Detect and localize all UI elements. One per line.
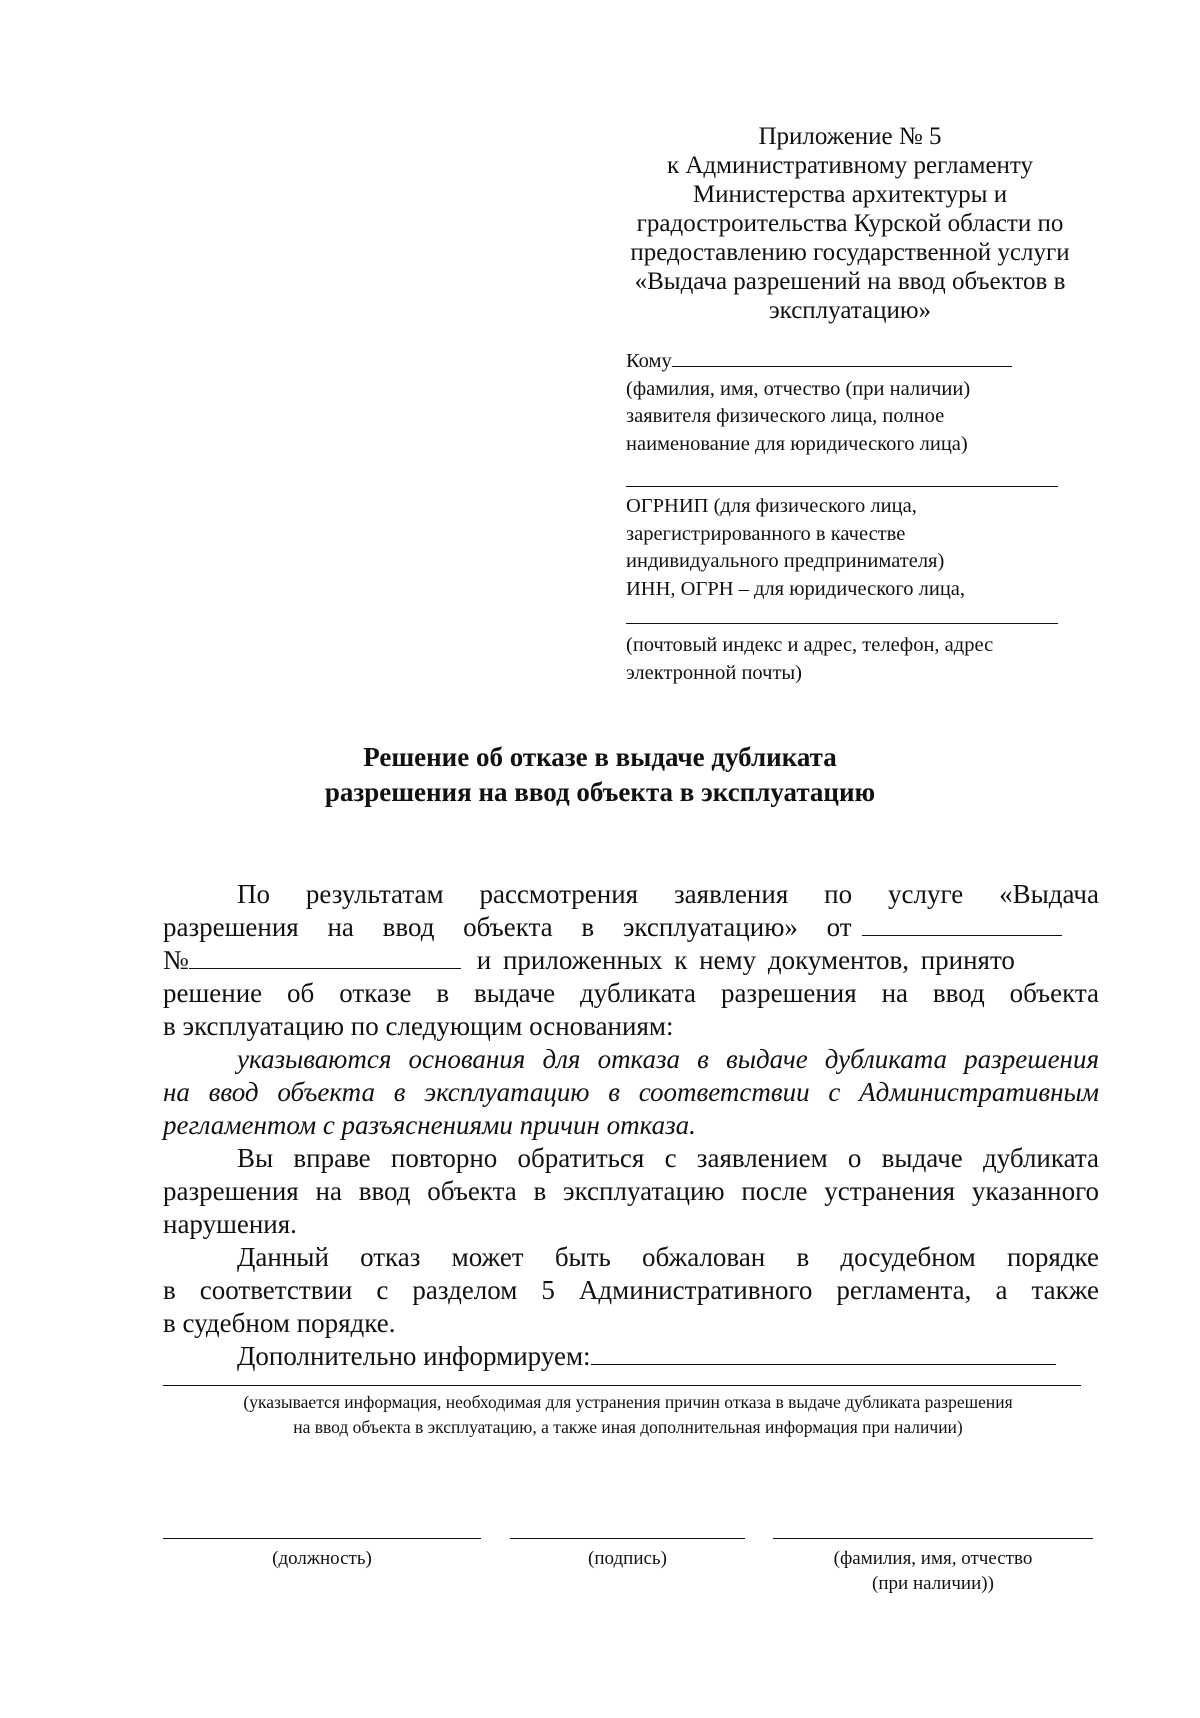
recipient-ids-hint: ОГРНИП (для физического лица, bbox=[626, 495, 917, 517]
recipient-address-field[interactable] bbox=[626, 623, 1058, 624]
body-line: в эксплуатацию по следующим основаниям: bbox=[163, 1011, 674, 1041]
appendix-line: к Административному регламенту bbox=[666, 152, 1034, 179]
grounds-line: указываются основания для отказа в выдаче дубликата разрешения bbox=[237, 1044, 1099, 1074]
additional-info-field[interactable] bbox=[591, 1364, 1056, 1365]
additional-info-line[interactable] bbox=[163, 1385, 1081, 1386]
body-line: Данный отказ может быть обжалован в досудебном порядке bbox=[237, 1242, 1099, 1272]
recipient-name-hint: наименование для юридического лица) bbox=[626, 432, 968, 455]
appendix-header bbox=[620, 122, 1080, 325]
position-signature-line[interactable] bbox=[163, 1538, 481, 1539]
appendix-line: предоставлению государственной услуги bbox=[630, 239, 1070, 266]
body-line: в судебном порядке. bbox=[163, 1308, 396, 1338]
recipient-block bbox=[626, 348, 1066, 687]
grounds-line: на ввод объекта в эксплуатацию в соответствии с Административным bbox=[163, 1077, 1099, 1107]
additional-info-note bbox=[163, 1390, 1093, 1440]
appendix-line: Приложение № 5 bbox=[758, 123, 942, 150]
title-line: разрешения на ввод объекта в эксплуатацию bbox=[324, 777, 876, 807]
body-line: решение об отказе в выдаче дубликата разрешения на ввод объекта bbox=[163, 978, 1099, 1008]
body-line: Вы вправе повторно обратиться с заявлением о выдаче дубликата bbox=[237, 1143, 1099, 1173]
appendix-line: градостроительства Курской области по bbox=[636, 210, 1064, 237]
number-sign: № bbox=[163, 945, 189, 975]
full-name-caption-text: (при наличии)) bbox=[872, 1573, 994, 1594]
body-line: разрешения на ввод объекта в эксплуатацию после устранения указанного bbox=[163, 1176, 1099, 1206]
body-line bbox=[163, 911, 1099, 944]
appendix-line: Министерства архитектуры и bbox=[692, 181, 1008, 208]
body-text: и приложенных к нему документов, принято bbox=[476, 945, 1015, 975]
note-line: на ввод объекта в эксплуатацию, а также иная дополнительная информация при наличии) bbox=[293, 1417, 963, 1437]
document-title bbox=[200, 740, 1000, 810]
recipient-ids-field[interactable] bbox=[626, 486, 1058, 487]
recipient-name-hint: заявителя физического лица, полное bbox=[626, 405, 945, 427]
body-line: По результатам рассмотрения заявления по услуге «Выдача bbox=[237, 879, 1099, 909]
document-body bbox=[163, 878, 1099, 1373]
full-name-signature-line[interactable] bbox=[773, 1538, 1093, 1539]
body-line: нарушения. bbox=[163, 1209, 297, 1239]
recipient-ids-hint: индивидуального предпринимателя) bbox=[626, 550, 945, 572]
application-number-field[interactable] bbox=[189, 968, 461, 969]
appendix-line: эксплуатацию» bbox=[768, 297, 932, 324]
recipient-name-field[interactable] bbox=[672, 366, 1012, 367]
recipient-name-hint: (фамилия, имя, отчество (при наличии) bbox=[626, 377, 971, 400]
full-name-caption-text: (фамилия, имя, отчество bbox=[833, 1548, 1033, 1569]
signature-caption bbox=[510, 1546, 745, 1571]
body-line bbox=[163, 944, 1099, 977]
body-line bbox=[163, 1340, 1099, 1373]
application-date-field[interactable] bbox=[862, 935, 1062, 936]
signature-caption-text: (подпись) bbox=[588, 1548, 667, 1569]
body-line: в соответствии с разделом 5 Административного регламента, а также bbox=[163, 1275, 1099, 1305]
recipient-ids-hint: зарегистрированного в качестве bbox=[626, 522, 906, 545]
position-caption bbox=[163, 1546, 481, 1571]
recipient-address-hint: (почтовый индекс и адрес, телефон, адрес bbox=[626, 634, 994, 656]
signature-line[interactable] bbox=[510, 1538, 745, 1539]
additional-info-label: Дополнительно информируем: bbox=[237, 1341, 591, 1371]
position-caption-text: (должность) bbox=[272, 1548, 372, 1569]
recipient-ids-hint: ИНН, ОГРН – для юридического лица, bbox=[626, 577, 966, 600]
to-label: Кому bbox=[626, 350, 672, 372]
full-name-caption bbox=[773, 1546, 1093, 1596]
recipient-address-hint: электронной почты) bbox=[626, 661, 803, 684]
appendix-line: «Выдача разрешений на ввод объектов в bbox=[634, 268, 1066, 295]
body-text: разрешения на ввод объекта в эксплуатацию» от bbox=[163, 912, 852, 942]
title-line: Решение об отказе в выдаче дубликата bbox=[363, 742, 837, 772]
note-line: (указывается информация, необходимая для устранения причин отказа в выдаче дубликата разрешения bbox=[243, 1392, 1013, 1412]
grounds-line: регламентом с разъяснениями причин отказа. bbox=[163, 1110, 696, 1140]
